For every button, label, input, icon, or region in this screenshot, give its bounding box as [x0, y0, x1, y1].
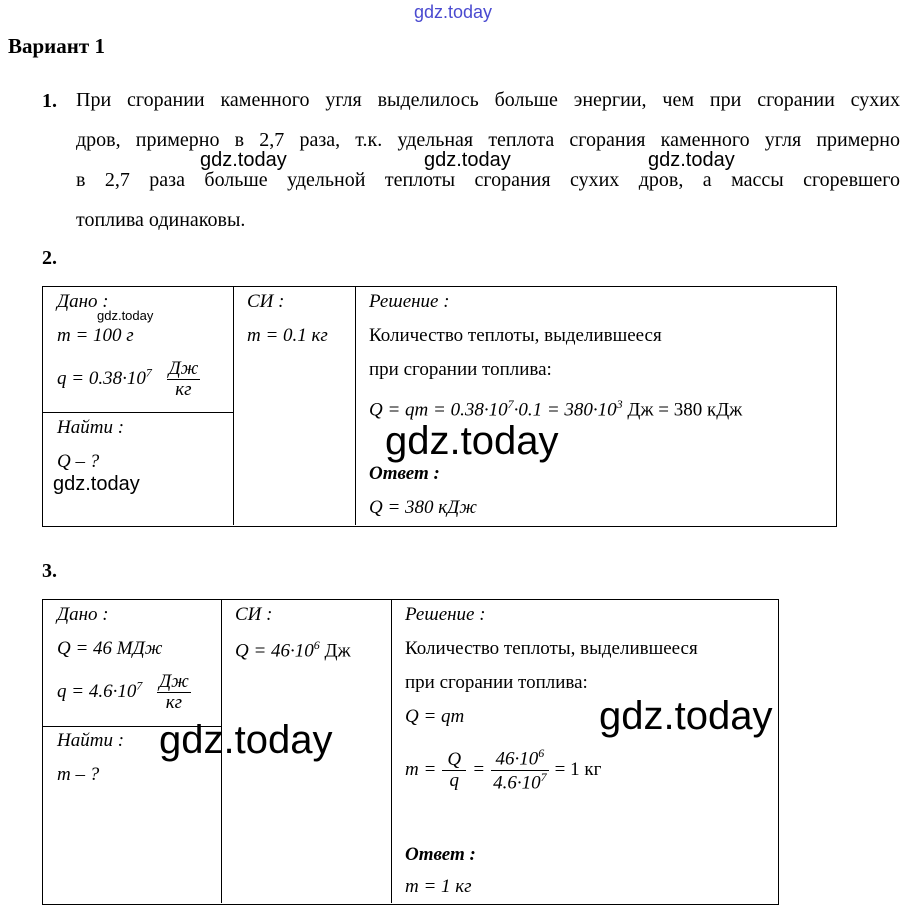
task3-sol-fraction-eq	[405, 742, 601, 798]
task3-sol-line2: при сгорании топлива:	[405, 672, 588, 693]
task2-sol-equation	[369, 397, 742, 421]
task3-si-label: СИ :	[235, 604, 273, 625]
task3-given-Q: Q = 46 МДж	[57, 638, 163, 659]
watermark-task2-large: gdz.today	[385, 419, 559, 463]
task2-eq-part-b: ·0.1 = 380·10	[513, 399, 617, 421]
task3-si-base: Q = 46·10	[235, 640, 314, 662]
task3-find: m – ?	[57, 764, 100, 785]
task2-eq-exp-a: 7	[507, 397, 514, 411]
task3-answer: m = 1 кг	[405, 876, 472, 897]
task3-reshenie-label: Решение :	[405, 604, 486, 625]
task2-eq-part-a: Q = qm = 0.38·10	[369, 399, 508, 421]
watermark-task3-right: gdz.today	[599, 694, 773, 738]
task3-frac1-den: q	[449, 769, 460, 791]
task3-frac1-num: Q	[442, 750, 466, 771]
task3-given-q-exp: 7	[136, 678, 143, 693]
task3-m-eq: m =	[405, 759, 437, 780]
task3-frac2	[491, 747, 549, 793]
task3-dano-label: Дано :	[57, 604, 109, 625]
task2-otvet-label: Ответ :	[369, 463, 440, 484]
watermark-task3-left: gdz.today	[159, 718, 333, 762]
task2-given-q	[57, 359, 200, 400]
task3-table	[42, 599, 779, 905]
task2-divider-h	[43, 412, 234, 413]
task2-eq-part-c: Дж = 380 кДж	[622, 399, 743, 421]
task2-answer: Q = 380 кДж	[369, 497, 477, 518]
task3-unit-fraction	[157, 672, 191, 713]
task3-si-exp: 6	[313, 638, 320, 652]
task2-sol-line2: при сгорании топлива:	[369, 359, 552, 380]
task3-sol-eq1: Q = qm	[405, 706, 465, 727]
task3-divider-2	[391, 600, 392, 903]
task3-unit-num: Дж	[159, 671, 189, 692]
task3-frac2-den	[491, 771, 549, 793]
task2-najti-label: Найти :	[57, 417, 125, 438]
task3-unit-den: кг	[165, 691, 183, 713]
watermark-task1-a: gdz.today	[200, 149, 287, 171]
task2-dano-label: Дано :	[57, 291, 109, 312]
task1-line-3: в 2,7 раза больше удельной теплоты сгорания сухих дров, а массы сгоревшего	[76, 169, 900, 191]
task2-number: 2.	[42, 247, 57, 269]
task1-number: 1.	[42, 90, 57, 112]
task2-unit-den: кг	[175, 378, 192, 400]
task3-result: = 1 кг	[554, 759, 602, 780]
task1-line-1: При сгорании каменного угля выделилось больше энергии, чем при сгорании сухих	[76, 89, 900, 111]
task3-given-q-base: q = 4.6·10	[57, 680, 137, 702]
task3-eq-sign: =	[472, 759, 486, 780]
task2-reshenie-label: Решение :	[369, 291, 450, 312]
task2-divider-1	[233, 287, 234, 525]
task2-unit-num: Дж	[168, 358, 199, 379]
task2-si-label: СИ :	[247, 291, 285, 312]
watermark-task2-find: gdz.today	[53, 473, 140, 495]
task2-si-value: m = 0.1 кг	[247, 325, 328, 346]
task3-frac2-num-exp: 6	[538, 746, 545, 761]
task3-frac1	[442, 750, 466, 791]
task3-frac2-den-base: 4.6·10	[493, 771, 541, 793]
task2-eq-exp-b: 3	[616, 397, 623, 411]
task2-find: Q – ?	[57, 451, 100, 472]
task2-given-q-exp: 7	[145, 365, 152, 380]
watermark-top: gdz.today	[414, 2, 493, 22]
task3-given-q	[57, 672, 191, 713]
task3-number: 3.	[42, 560, 57, 582]
task3-otvet-label: Ответ :	[405, 844, 476, 865]
task2-given-q-base: q = 0.38·10	[57, 367, 146, 389]
task3-si-value	[235, 638, 351, 662]
task2-sol-line1: Количество теплоты, выделившееся	[369, 325, 662, 346]
task3-sol-line1: Количество теплоты, выделившееся	[405, 638, 698, 659]
task3-frac2-num-base: 46·10	[495, 748, 539, 770]
task2-unit-fraction	[167, 359, 201, 400]
watermark-task2-small: gdz.today	[97, 308, 154, 323]
task1-line-2: дров, примерно в 2,7 раза, т.к. удельная теплота сгорания каменного угля примерно	[76, 129, 900, 151]
task3-najti-label: Найти :	[57, 730, 125, 751]
variant-title: Вариант 1	[8, 34, 105, 58]
task3-frac2-den-exp: 7	[540, 769, 547, 784]
task3-si-unit: Дж	[319, 640, 351, 662]
task2-divider-2	[355, 287, 356, 525]
task2-table	[42, 286, 837, 527]
task1-line-4: топлива одинаковы.	[76, 209, 246, 231]
task3-frac2-num	[491, 747, 549, 770]
watermark-task1-b: gdz.today	[424, 149, 511, 171]
watermark-task1-c: gdz.today	[648, 149, 735, 171]
task2-given-m: m = 100 г	[57, 325, 134, 346]
